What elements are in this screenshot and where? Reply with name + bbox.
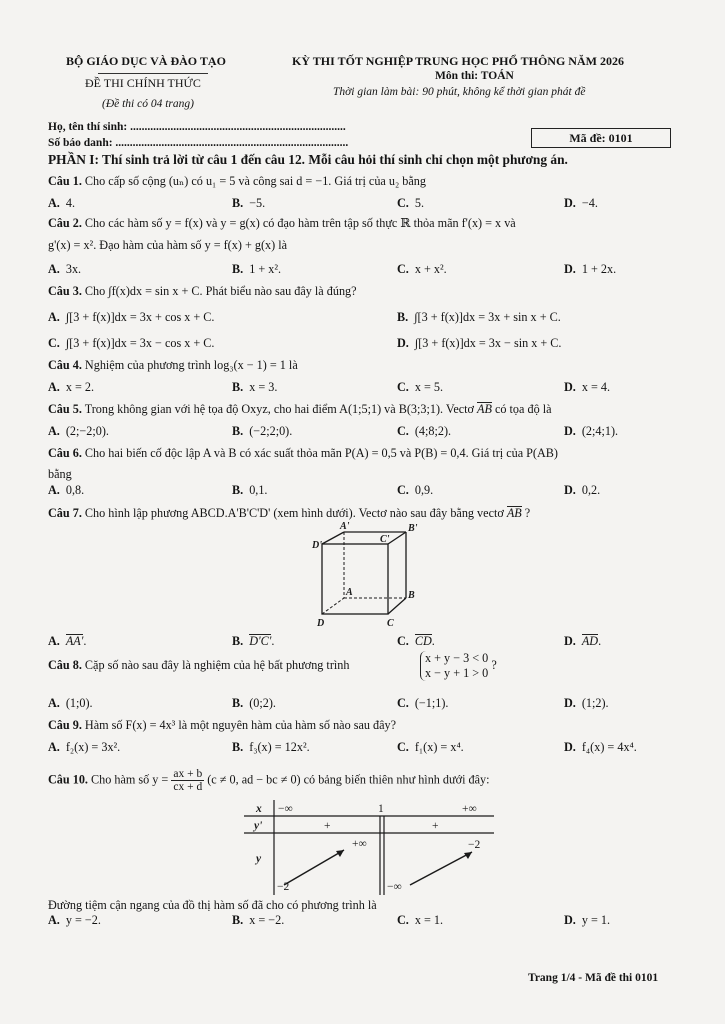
table-y-top-left: +∞ [352,838,367,850]
q3-option-a[interactable] [48,310,214,325]
fraction [171,768,204,793]
option-value: (2;−2;0). [65,424,109,438]
option-label: A. [48,696,60,710]
option-value: 0,8. [65,483,85,497]
q1-option-a[interactable] [48,196,75,211]
option-value: 0,2. [581,483,601,497]
increasing-arrow-right [410,852,472,885]
q4-option-a[interactable] [48,380,94,395]
q9-option-d[interactable] [564,740,637,755]
option-value: f₄(x) = 4x⁴. [581,740,637,754]
option-label: B. [232,380,244,394]
option-value: (−1;1). [414,696,449,710]
question-text: Cho cấp số cộng (uₙ) có u₁ = 5 và công sai d = −1. Giá trị của u₂ bằng [84,174,426,188]
question-1 [48,174,426,189]
cube-label-c-prime: C' [380,534,390,545]
option-value: 0,9. [414,483,434,497]
q5-option-d[interactable] [564,424,618,439]
q4-option-b[interactable] [232,380,277,395]
option-value: (0;2). [249,696,276,710]
question-text-end: có tọa độ là [494,402,552,416]
cube-front-face [322,544,388,614]
option-label: B. [397,310,409,324]
question-text: Nghiệm của phương trình log₃(x − 1) = 1 là [84,358,298,372]
table-y-top-right: −2 [468,839,481,851]
q8-option-d[interactable] [564,696,609,711]
option-value: ∫[3 + f(x)]dx = 3x − cos x + C. [65,336,215,350]
cube-label-c: C [387,618,394,629]
table-yprime-label: y' [254,820,263,832]
table-y-label: y [256,853,262,865]
table-x-right: +∞ [462,803,477,815]
option-value: D'C' [249,634,272,648]
option-value: f₂(x) = 3x². [65,740,121,754]
q3-option-d[interactable] [397,336,561,351]
option-value: ∫[3 + f(x)]dx = 3x − sin x + C. [414,336,562,350]
option-value: 3x. [65,262,82,276]
option-value: x = 4. [581,380,611,394]
question-label: Câu 7. [48,506,82,520]
table-x-label: x [256,803,262,815]
question-10 [48,768,490,793]
q10-option-c[interactable] [397,913,443,928]
q7-option-c[interactable]: C. CD. [397,634,435,648]
q7-option-d[interactable]: D. AD. [564,634,602,648]
option-label: C. [397,913,409,927]
option-label: D. [564,634,576,648]
q10-option-b[interactable] [232,913,284,928]
option-label: D. [564,424,576,438]
question-label: Câu 6. [48,446,82,460]
q4-option-d[interactable] [564,380,610,395]
q2-option-a[interactable] [48,262,81,277]
question-label: Câu 3. [48,284,82,298]
option-label: B. [232,913,244,927]
q7-option-a[interactable]: A. AA'. [48,634,87,648]
option-value: x = 2. [65,380,95,394]
option-value: y = 1. [581,913,611,927]
question-text-end: ? [524,506,531,520]
option-label: B. [232,262,244,276]
variation-table [244,800,494,896]
table-y-bottom-left: −2 [277,881,290,893]
option-label: D. [564,696,576,710]
candidate-name-line: Họ, tên thí sinh: ........................................................................... [48,121,346,133]
option-value: f₁(x) = x⁴. [414,740,464,754]
option-label: B. [232,634,244,648]
option-label: C. [397,262,409,276]
table-yprime-right-sign: + [432,820,439,832]
q3-option-c[interactable] [48,336,214,351]
question-text-end: (c ≠ 0, ad − bc ≠ 0) có bảng biến thiên như hình dưới đây: [207,772,490,787]
option-value: x = 1. [414,913,444,927]
option-label: A. [48,196,60,210]
question-text: Trong không gian với hệ tọa độ Oxyz, cho hai điểm A(1;5;1) và B(3;3;1). Vectơ [84,402,474,416]
cube-label-d: D [317,618,325,629]
option-value: y = −2. [65,913,101,927]
option-label: A. [48,483,60,497]
question-label: Câu 8. [48,658,82,672]
question-label: Câu 5. [48,402,82,416]
q10-option-a[interactable] [48,913,101,928]
option-value: x = 5. [414,380,444,394]
option-label: D. [564,196,576,210]
option-value: (1;0). [65,696,93,710]
q5-option-b[interactable] [232,424,292,439]
q5-option-a[interactable] [48,424,109,439]
vector-ab: AB [477,402,492,416]
inequality-system [420,651,497,681]
q7-option-b[interactable]: B. D'C'. [232,634,275,648]
option-value: 1 + x². [249,262,282,276]
q9-option-b[interactable] [232,740,310,755]
question-text: Cho hình lập phương ABCD.A'B'C'D' (xem hình dưới). Vectơ nào sau đây bằng vectơ [84,506,504,520]
fraction-numerator: ax + b [173,768,203,780]
time-note: Thời gian làm bài: 90 phút, không kể thời gian phát đề [333,86,586,98]
option-label: A. [48,262,60,276]
option-label: C. [397,696,409,710]
question-text: Cặp số nào sau đây là nghiệm của hệ bất phương trình [84,658,350,672]
option-value: AD [581,634,599,648]
option-value: 4. [65,196,75,210]
cube-figure [300,520,440,632]
cube-label-a-prime: A' [340,521,350,532]
option-label: B. [232,196,244,210]
ministry-name: BỘ GIÁO DỤC VÀ ĐÀO TẠO [66,54,226,68]
option-value: f₃(x) = 12x². [249,740,310,754]
option-value: 5. [414,196,424,210]
option-label: C. [397,196,409,210]
option-label: A. [48,424,60,438]
part1-title: PHẦN I: Thí sinh trả lời từ câu 1 đến câu 12. Mỗi câu hỏi thí sinh chỉ chọn một phương án. [48,152,568,167]
option-label: A. [48,634,60,648]
question-text: Cho các hàm số y = f(x) và y = g(x) có đạo hàm trên tập số thực ℝ thỏa mãn f'(x) = x và [84,216,516,230]
cube-label-a: A [346,587,353,598]
option-value: ∫[3 + f(x)]dx = 3x + sin x + C. [414,310,561,324]
table-x-left: −∞ [278,803,293,815]
q8-option-a[interactable] [48,696,93,711]
option-label: C. [48,336,60,350]
option-label: B. [232,424,244,438]
option-label: B. [232,740,244,754]
table-y-bottom-right: −∞ [387,881,402,893]
option-value: x = −2. [249,913,285,927]
option-value: (−2;2;0). [249,424,293,438]
cube-label-d-prime: D' [312,540,322,551]
table-x-mid: 1 [378,803,384,815]
option-value: CD [414,634,432,648]
increasing-arrow-left [284,850,344,885]
question-label: Câu 10. [48,772,88,787]
q1-option-b[interactable] [232,196,265,211]
option-label: A. [48,913,60,927]
system-brace [420,651,488,681]
option-label: A. [48,380,60,394]
question-5 [48,402,552,417]
question-10-cont: Đường tiệm cận ngang của đồ thị hàm số đã cho có phương trình là [48,898,377,912]
vector-ab: AB [506,506,522,520]
question-8 [48,658,349,673]
q6-option-c[interactable] [397,483,433,498]
option-label: C. [397,380,409,394]
option-label: D. [397,336,409,350]
q2-option-d[interactable] [564,262,616,277]
option-value: −4. [581,196,598,210]
official-label: ĐỀ THI CHÍNH THỨC [85,76,201,90]
question-text-end: ? [491,657,497,672]
q6-option-d[interactable] [564,483,600,498]
option-label: C. [397,634,409,648]
candidate-id-line: Số báo danh: ................................................................................. [48,137,349,149]
q3-option-b[interactable] [397,310,561,325]
pages-note: (Đề thi có 04 trang) [102,98,194,110]
q5-option-c[interactable] [397,424,451,439]
subject-label: Môn thi: TOÁN [435,70,514,82]
option-value: x = 3. [249,380,278,394]
q2-option-b[interactable] [232,262,281,277]
exam-title: KỲ THI TỐT NGHIỆP TRUNG HỌC PHỔ THÔNG NĂM 2026 [292,54,624,68]
option-value: (1;2). [581,696,609,710]
system-line-1: x + y − 3 < 0 [425,651,489,665]
question-4 [48,358,298,373]
question-label: Câu 9. [48,718,82,732]
cube-label-b: B [408,590,415,601]
header-divider [98,73,208,74]
question-label: Câu 4. [48,358,82,372]
question-2-cont: g'(x) = x². Đạo hàm của hàm số y = f(x) + g(x) là [48,238,288,252]
question-text: Cho hàm số y = [91,772,169,787]
option-value: ∫[3 + f(x)]dx = 3x + cos x + C. [65,310,215,324]
option-label: C. [397,483,409,497]
system-line-2: x − y + 1 > 0 [425,666,489,680]
q1-option-d[interactable] [564,196,598,211]
option-label: B. [232,483,244,497]
exam-code-box: Mã đề: 0101 [531,128,671,148]
question-label: Câu 1. [48,174,82,188]
option-value: (4;8;2). [414,424,452,438]
question-2 [48,216,516,231]
q9-option-a[interactable] [48,740,120,755]
q8-option-b[interactable] [232,696,276,711]
option-value: (2;4;1). [581,424,619,438]
option-label: B. [232,696,244,710]
q6-option-a[interactable] [48,483,84,498]
cube-label-b-prime: B' [408,523,418,534]
option-label: A. [48,740,60,754]
option-label: A. [48,310,60,324]
option-value: AA' [65,634,84,648]
q10-option-d[interactable] [564,913,610,928]
q4-option-c[interactable] [397,380,443,395]
question-6 [48,446,558,461]
option-value: −5. [249,196,266,210]
question-text: Hàm số F(x) = 4x³ là một nguyên hàm của hàm số nào sau đây? [84,718,397,732]
option-value: x + x². [414,262,447,276]
option-label: C. [397,740,409,754]
question-label: Câu 2. [48,216,82,230]
option-label: D. [564,740,576,754]
option-value: 1 + 2x. [581,262,617,276]
option-label: D. [564,262,576,276]
q8-option-c[interactable] [397,696,448,711]
table-yprime-left-sign: + [324,820,331,832]
q1-option-c[interactable] [397,196,424,211]
question-6-cont: bằng [48,467,72,481]
q6-option-b[interactable] [232,483,267,498]
question-7 [48,506,530,521]
page-footer: Trang 1/4 - Mã đề thi 0101 [528,972,659,984]
question-text: Cho hai biến cố độc lập A và B có xác suất thỏa mãn P(A) = 0,5 và P(B) = 0,4. Giá trị của P(AB) [84,446,558,460]
q2-option-c[interactable] [397,262,447,277]
option-label: D. [564,913,576,927]
option-label: D. [564,380,576,394]
option-value: 0,1. [249,483,268,497]
option-label: C. [397,424,409,438]
q9-option-c[interactable] [397,740,464,755]
question-text: Cho ∫f(x)dx = sin x + C. Phát biểu nào sau đây là đúng? [84,284,357,298]
fraction-denominator: cx + d [173,781,203,793]
question-3 [48,284,357,299]
question-9 [48,718,396,733]
option-label: D. [564,483,576,497]
